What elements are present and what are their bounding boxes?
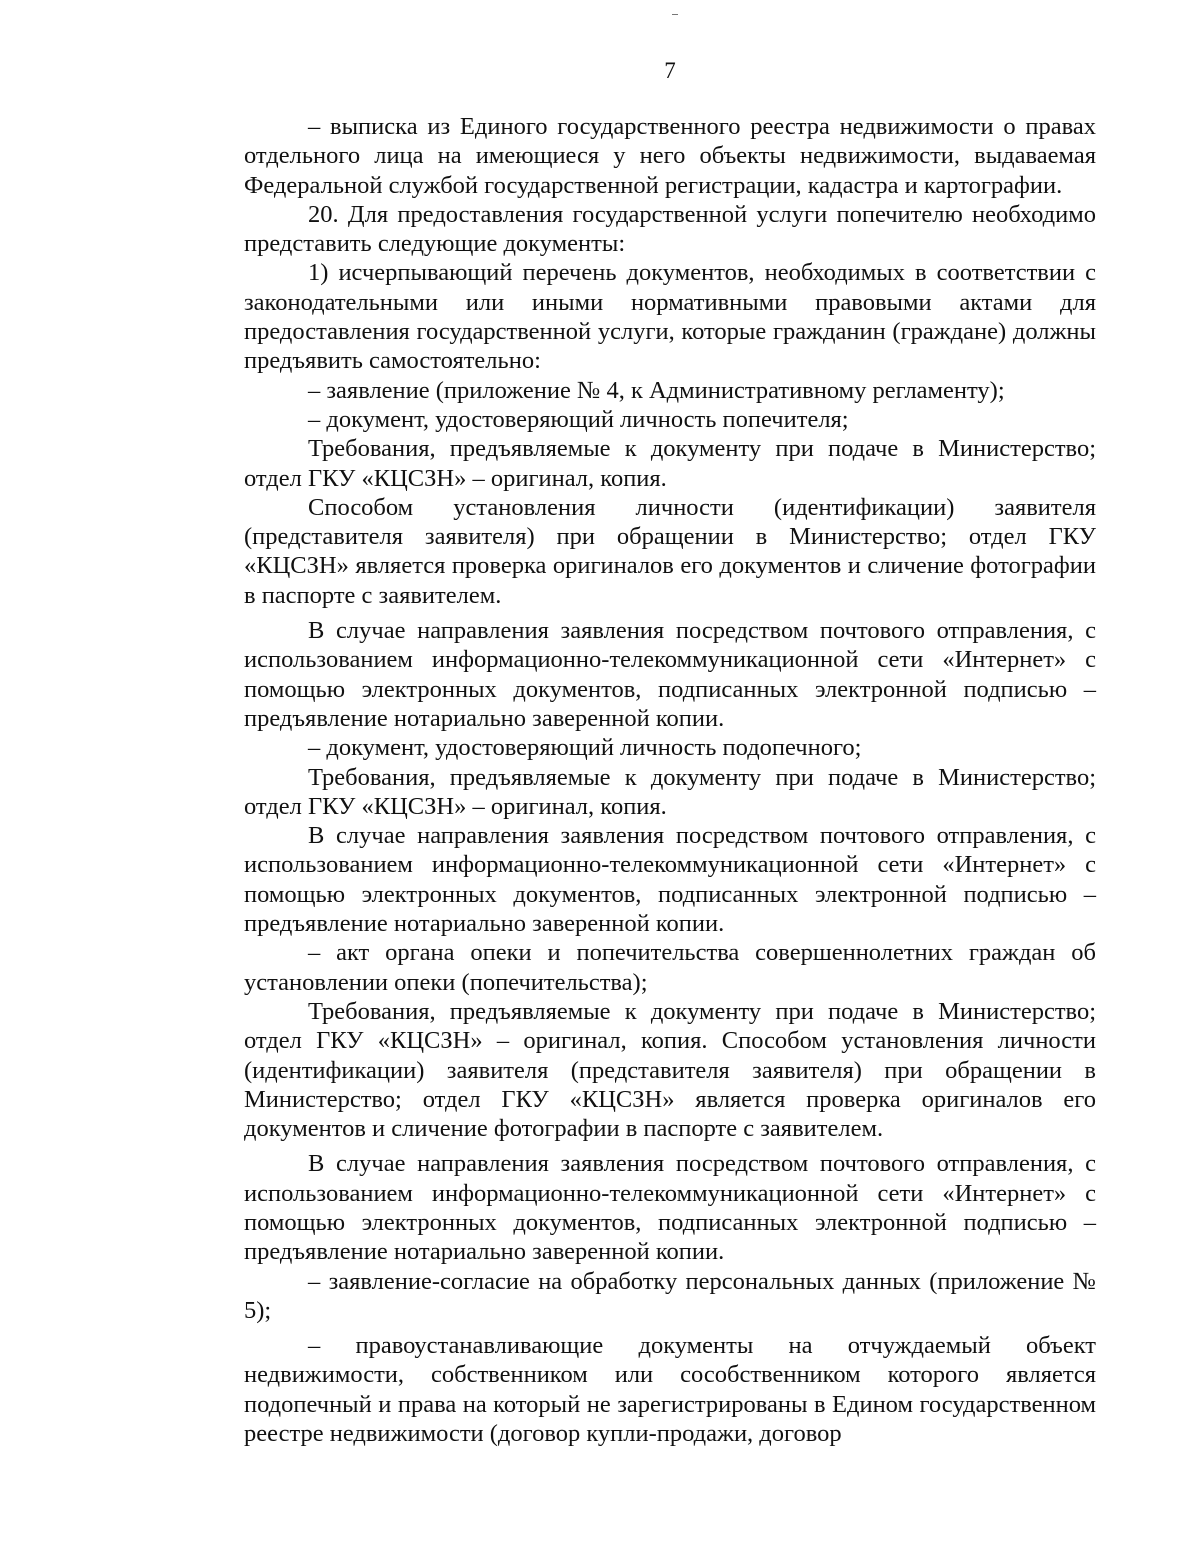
paragraph: – документ, удостоверяющий личность подопечного; <box>308 734 862 762</box>
paragraph: – заявление-согласие на обработку персональных данных (приложение № 5); <box>244 1267 1096 1324</box>
paragraph: – акт органа опеки и попечительства совершеннолетних граждан об установлении опеки (попечительства); <box>244 939 1096 996</box>
scan-artifact <box>672 14 678 15</box>
paragraph: В случае направления заявления посредством почтового отправления, с использованием информационно-телекоммуникационной сети «Интернет» с помощью электронных документов, подписанных электронной подписью – предъявление нотариально заверенной копии. <box>244 822 1096 938</box>
paragraph: Требования, предъявляемые к документу при подаче в Министерство; отдел ГКУ «КЦСЗН» – оригинал, копия. <box>244 435 1096 492</box>
paragraph: В случае направления заявления посредством почтового отправления, с использованием информационно-телекоммуникационной сети «Интернет» с помощью электронных документов, подписанных электронной подписью – предъявление нотариально заверенной копии. <box>244 617 1096 732</box>
paragraph: Способом установления личности (идентификации) заявителя (представителя заявителя) при обращении в Министерство; отдел ГКУ «КЦСЗН» является проверка оригиналов его документов и сличение фотографии в паспорте с заявителем. <box>244 493 1096 609</box>
paragraph: – правоустанавливающие документы на отчуждаемый объект недвижимости, собственником или сособственником которого является подопечный и права на который не зарегистрированы в Едином государственном реестре недвижимости (договор купли-продажи, договор <box>244 1332 1096 1448</box>
paragraph: 1) исчерпывающий перечень документов, необходимых в соответствии с законодательными или иными нормативными правовыми актами для предоставления государственной услуги, которые гражданин (граждане) должны предъявить самостоятельно: <box>244 259 1096 375</box>
paragraph: Требования, предъявляемые к документу при подаче в Министерство; отдел ГКУ «КЦСЗН» – оригинал, копия. <box>244 763 1096 820</box>
document-body <box>244 112 1096 1448</box>
paragraph: – выписка из Единого государственного реестра недвижимости о правах отдельного лица на имеющиеся у него объекты недвижимости, выдаваемая Федеральной службой государственной регистрации, кадастра и картографии. <box>244 113 1096 199</box>
paragraph: – документ, удостоверяющий личность попечителя; <box>308 405 849 433</box>
page-number: 7 <box>664 58 676 83</box>
paragraph: 20. Для предоставления государственной услуги попечителю необходимо представить следующие документы: <box>244 200 1096 258</box>
paragraph: – заявление (приложение № 4, к Административному регламенту); <box>308 376 1005 404</box>
paragraph: В случае направления заявления посредством почтового отправления, с использованием информационно-телекоммуникационной сети «Интернет» с помощью электронных документов, подписанных электронной подписью – предъявление нотариально заверенной копии. <box>244 1150 1096 1266</box>
paragraph: Требования, предъявляемые к документу при подаче в Министерство; отдел ГКУ «КЦСЗН» – оригинал, копия. Способом установления личности (идентификации) заявителя (представителя заявителя) при обращении в Министерство; отдел ГКУ «КЦСЗН» является проверка оригиналов его документов и сличение фотографии в паспорте с заявителем. <box>244 997 1096 1143</box>
